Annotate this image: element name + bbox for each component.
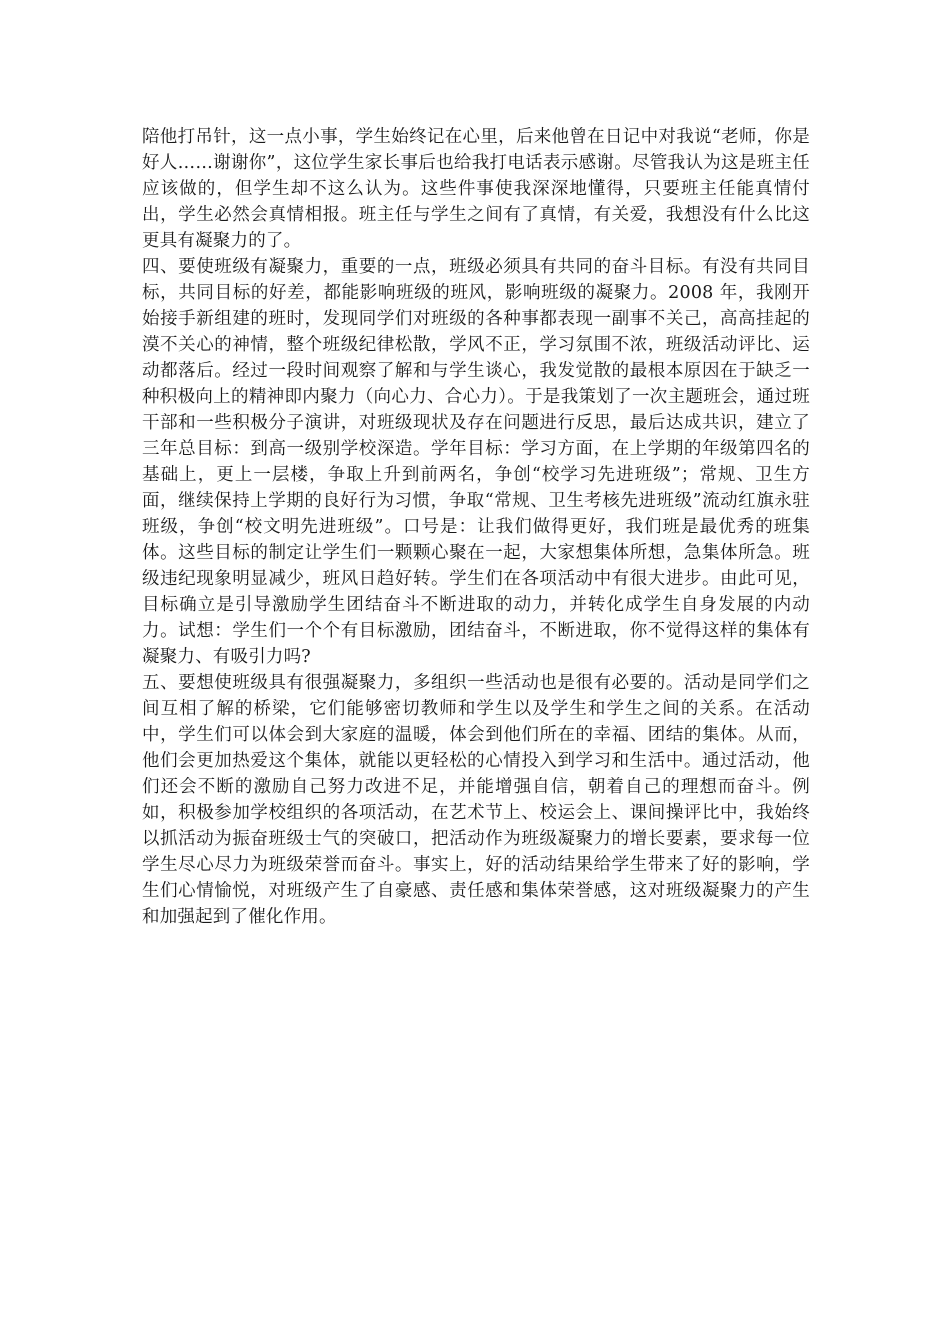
paragraph-3: 五、要想使班级具有很强凝聚力，多组织一些活动也是很有必要的。活动是同学们之间互相了解的桥梁，它们能够密切教师和学生以及学生和学生之间的关系。在活动中，学生们可以体会到大家庭的温暖，体会到他们所在的幸福、团结的集体。从而，他们会更加热爱这个集体，就能以更轻松的心情投入到学习和生活中。通过活动，他们还会不断的激励自己努力改进不足，并能增强自信，朝着自己的理想而奋斗。例如，积极参加学校组织的各项活动，在艺术节上、校运会上、课间操评比中，我始终以抓活动为振奋班级士气的突破口，把活动作为班级凝聚力的增长要素，要求每一位学生尽心尽力为班级荣誉而奋斗。事实上，好的活动结果给学生带来了好的影响，学生们心情愉悦，对班级产生了自豪感、责任感和集体荣誉感，这对班级凝聚力的产生和加强起到了催化作用。 — [142, 673, 810, 927]
paragraph-2: 四、要使班级有凝聚力，重要的一点，班级必须具有共同的奋斗目标。有没有共同目标，共同目标的好差，都能影响班级的班风，影响班级的凝聚力。2008 年，我刚开始接手新组建的班时，发现同学们对班级的各种事都表现一副事不关己，高高挂起的漠不关心的神情，整个班级纪律松散，学风不正，学习氛围不浓，班级活动评比、运动都落后。经过一段时间观察了解和与学生谈心，我发觉散的最根本原因在于缺乏一种积极向上的精神即内聚力（向心力、合心力）。于是我策划了一次主题班会，通过班干部和一些积极分子演讲，对班级现状及存在问题进行反思，最后达成共识，建立了三年总目标：到高一级别学校深造。学年目标：学习方面，在上学期的年级第四名的基础上，更上一层楼，争取上升到前两名，争创“校学习先进班级”；常规、卫生方面，继续保持上学期的良好行为习惯，争取“常规、卫生考核先进班级”流动红旗永驻班级，争创“校文明先进班级”。口号是：让我们做得更好，我们班是最优秀的班集体。这些目标的制定让学生们一颗颗心聚在一起，大家想集体所想，急集体所急。班级违纪现象明显减少，班风日趋好转。学生们在各项活动中有很大进步。由此可见，目标确立是引导激励学生团结奋斗不断进取的动力，并转化成学生自身发展的内动力。试想：学生们一个个有目标激励，团结奋斗，不断进取，你不觉得这样的集体有凝聚力、有吸引力吗? — [142, 257, 810, 667]
document-body — [142, 124, 810, 930]
paragraph-1: 陪他打吊针，这一点小事，学生始终记在心里，后来他曾在日记中对我说“老师，你是好人……谢谢你”，这位学生家长事后也给我打电话表示感谢。尽管我认为这是班主任应该做的，但学生却不这么认为。这些件事使我深深地懂得，只要班主任能真情付出，学生必然会真情相报。班主任与学生之间有了真情，有关爱，我想没有什么比这更具有凝聚力的了。 — [142, 127, 810, 251]
